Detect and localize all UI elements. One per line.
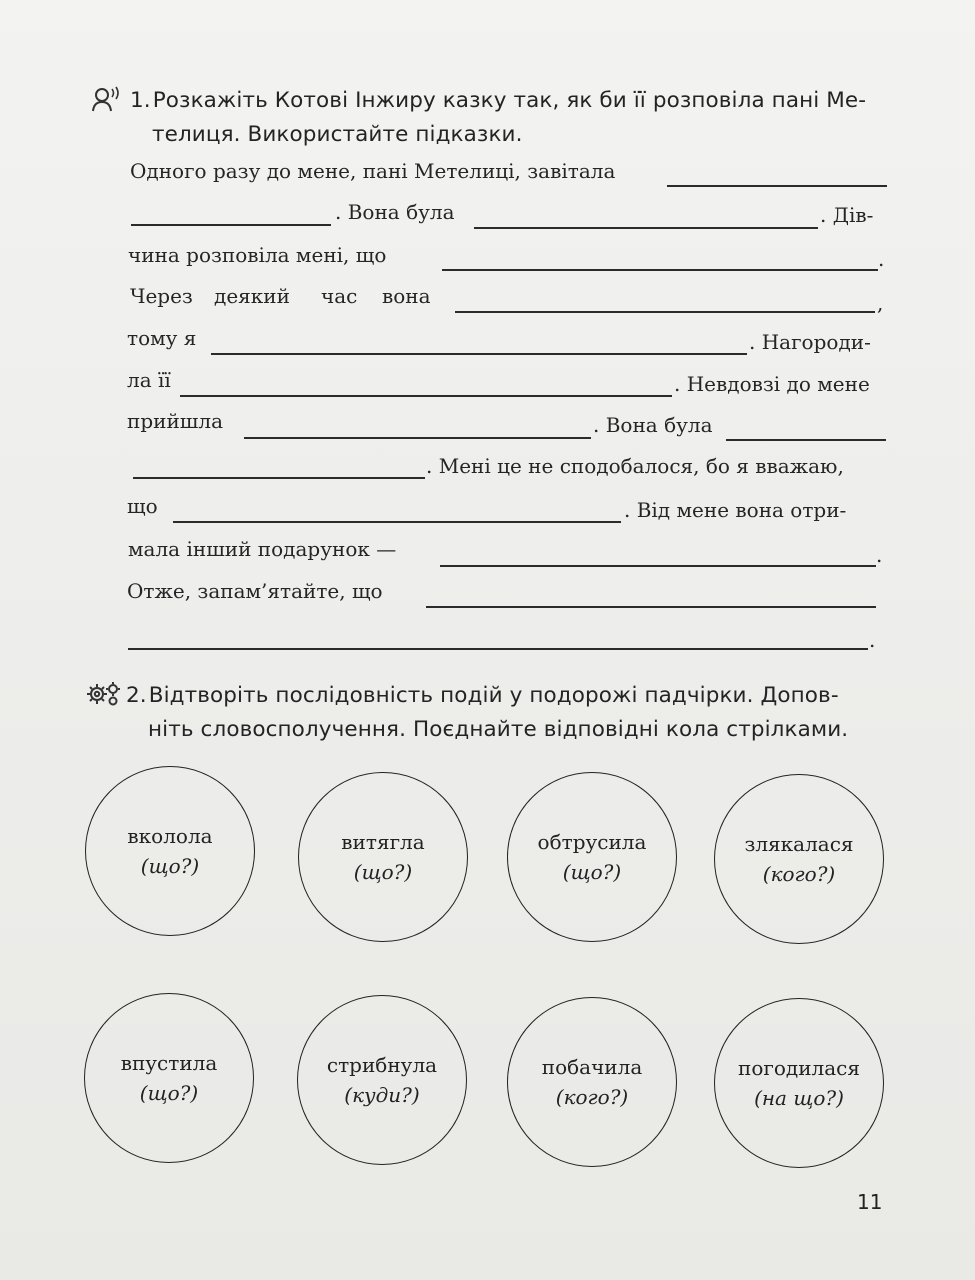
answer-line[interactable] xyxy=(726,439,886,441)
answer-line[interactable] xyxy=(211,353,747,355)
event-circle[interactable] xyxy=(85,766,255,936)
text-row-5a: тому я xyxy=(127,326,197,350)
circle-question: (на що?) xyxy=(754,1086,844,1110)
task2-number: 2. xyxy=(126,683,147,708)
task1-heading xyxy=(130,84,866,152)
text-row-10-end: . xyxy=(876,543,883,567)
text-row-3: чина розповіла мені, що xyxy=(128,243,387,267)
text-row-7b: . Вона була xyxy=(593,413,713,437)
answer-line[interactable] xyxy=(667,185,887,187)
event-circle[interactable] xyxy=(714,998,884,1168)
event-circle[interactable] xyxy=(297,995,467,1165)
text-row-8: . Мені це не сподобалося, бо я вважаю, xyxy=(426,454,844,478)
circle-word: стрибнула xyxy=(326,1053,438,1077)
text-row-4a: Через xyxy=(130,284,193,308)
circle-word: витягла xyxy=(341,830,425,854)
answer-line[interactable] xyxy=(128,648,868,650)
text-row-1: Одного разу до мене, пані Метелиці, завітала xyxy=(130,159,616,183)
circle-word: обтрусила xyxy=(537,830,647,854)
answer-line[interactable] xyxy=(455,311,875,313)
circle-question: (що?) xyxy=(140,854,200,878)
circle-question: (що?) xyxy=(139,1081,199,1105)
text-row-5b: . Нагороди- xyxy=(749,330,871,354)
answer-line[interactable] xyxy=(133,477,425,479)
task1-heading-line2: телиця. Використайте підказки. xyxy=(152,122,523,147)
event-circle[interactable] xyxy=(507,997,677,1167)
text-row-2b: . Дів- xyxy=(820,203,874,227)
answer-line[interactable] xyxy=(173,521,621,523)
answer-line[interactable] xyxy=(442,269,878,271)
circle-word: злякалася xyxy=(744,832,854,856)
event-circle[interactable] xyxy=(507,772,677,942)
text-row-9a: що xyxy=(127,494,158,518)
page-number: 11 xyxy=(857,1190,883,1214)
text-row-9b: . Від мене вона отри- xyxy=(624,498,847,522)
answer-line[interactable] xyxy=(440,565,876,567)
text-row-6b: . Невдовзі до мене xyxy=(674,372,870,396)
circle-word: побачила xyxy=(541,1055,643,1079)
circle-question: (що?) xyxy=(353,860,413,884)
task1-number: 1. xyxy=(130,88,151,113)
text-row-12-end: . xyxy=(869,628,876,652)
text-row-10: мала інший подарунок — xyxy=(128,537,397,561)
text-row-4c: час xyxy=(321,284,358,308)
event-circle[interactable] xyxy=(84,993,254,1163)
circle-word: впустила xyxy=(120,1051,218,1075)
circle-question: (кого?) xyxy=(555,1085,629,1109)
circle-question: (кого?) xyxy=(762,862,836,886)
text-row-3-end: . xyxy=(878,247,885,271)
text-row-6a: ла її xyxy=(127,368,171,392)
circle-word: погодилася xyxy=(738,1056,860,1080)
text-row-4-end: , xyxy=(877,291,884,315)
task2-heading-line2: ніть словосполучення. Поєднайте відповідні кола стрілками. xyxy=(148,717,849,742)
event-circle[interactable] xyxy=(298,772,468,942)
text-row-7a: прийшла xyxy=(127,409,224,433)
answer-line[interactable] xyxy=(180,395,672,397)
speaking-head-icon xyxy=(90,84,124,114)
answer-line[interactable] xyxy=(474,227,818,229)
answer-line[interactable] xyxy=(131,224,331,226)
gears-icon xyxy=(86,680,122,708)
circle-word: вколола xyxy=(127,824,213,848)
text-row-11: Отже, запам’ятайте, що xyxy=(127,579,383,603)
task2-heading xyxy=(126,679,848,747)
task1-heading-line1: Розкажіть Котові Інжиру казку так, як би її розповіла пані Ме- xyxy=(152,88,867,113)
answer-line[interactable] xyxy=(244,437,591,439)
text-row-4d: вона xyxy=(382,284,431,308)
text-row-2a: . Вона була xyxy=(335,200,455,224)
task2-heading-line1: Відтворіть послідовність подій у подорожі падчірки. Допов- xyxy=(148,683,839,708)
text-row-4b: деякий xyxy=(214,284,290,308)
circle-question: (що?) xyxy=(562,860,622,884)
event-circle[interactable] xyxy=(714,774,884,944)
answer-line[interactable] xyxy=(426,606,876,608)
circle-question: (куди?) xyxy=(344,1083,420,1107)
